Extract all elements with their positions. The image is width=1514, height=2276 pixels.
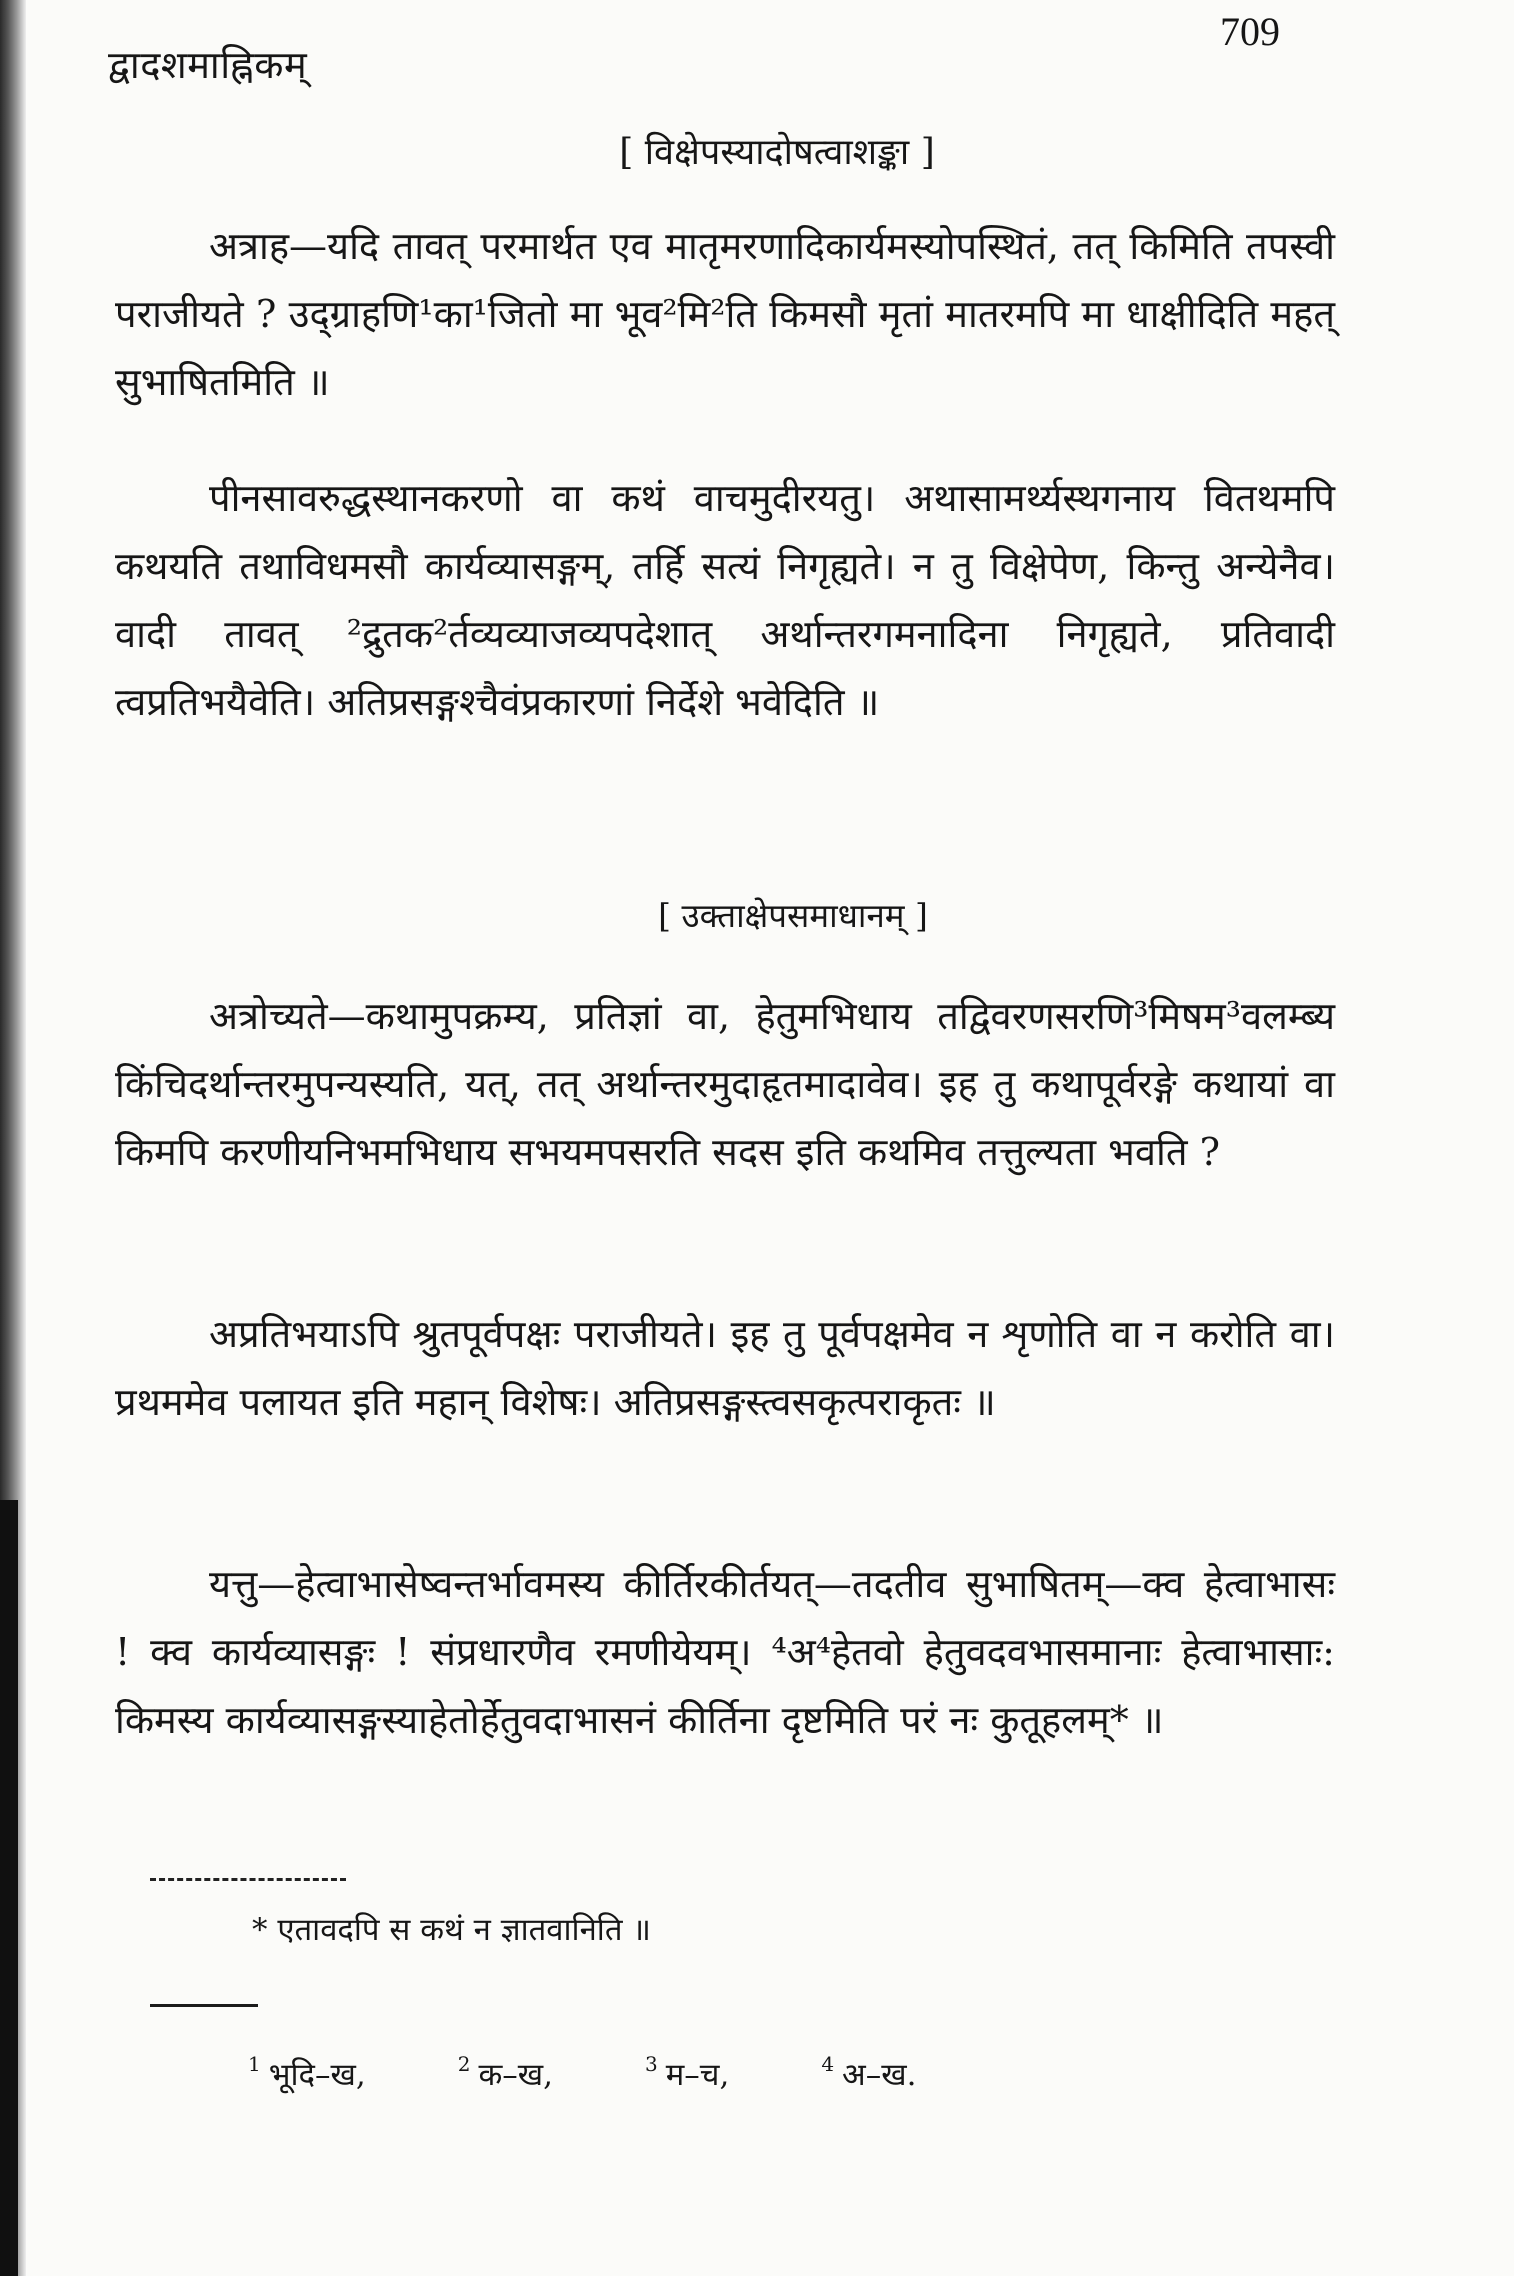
paragraph: अत्राह—यदि तावत् परमार्थत एव मातृमरणादिकार्यमस्योपस्थितं, तत् किमिति तपस्वी पराजीयते ? उद्ग्राहणि¹का¹जितो मा भूव²मि²ति किमसौ मृतां मातरमपि मा धाक्षीदिति महत् सुभाषितमिति ॥ (115, 224, 1335, 404)
footnote-text: अ–ख. (842, 2057, 917, 2093)
footnote-item (645, 2052, 729, 2095)
page-number: 709 (1220, 9, 1280, 54)
footnote-mark: 2 (457, 2052, 471, 2076)
footnote-item (458, 2052, 553, 2095)
footnote-divider (150, 2004, 258, 2007)
footnote-mark: 3 (645, 2052, 658, 2076)
footnote-text: म–च, (665, 2057, 730, 2093)
paragraph: अत्रोच्यते—कथामुपक्रम्य, प्रतिज्ञां वा, हेतुमभिधाय तद्विवरणसरणि³मिषम³वलम्ब्य किंचिदर्थान्तरमुपन्यस्यति, यत्, तत् अर्थान्तरमुदाहृतमादावेव। इह तु कथापूर्वरङ्गे कथायां वा किमपि करणीयनिभमभिधाय सभयमपसरति सदस इति कथमिव तत्तुल्यता भवति ? (115, 994, 1335, 1174)
binding-shadow-lower (0, 1500, 18, 2276)
section-heading-objection: [ विक्षेपस्यादोषत्वाशङ्का ] (619, 132, 935, 173)
footnote-item (248, 2052, 366, 2095)
note-divider (150, 1878, 346, 1881)
paragraph: यत्तु—हेत्वाभासेष्वन्तर्भावमस्य कीर्तिरकीर्तयत्—तदतीव सुभाषितम्—क्व हेत्वाभासः ! क्व कार्यव्यासङ्गः ! संप्रधारणैव रमणीयेयम्। ⁴अ⁴हेतवो हेतुवदवभासमानाः हेत्वाभासाः: किमस्य कार्यव्यासङ्गस्याहेतोर्हेतुवदाभासनं कीर्तिना दृष्टमिति परं नः कुतूहलम्* ॥ (115, 1562, 1335, 1742)
footnote-text: क–ख, (478, 2057, 553, 2093)
footnote-mark: 4 (821, 2052, 835, 2076)
paragraph: अप्रतिभयाऽपि श्रुतपूर्वपक्षः पराजीयते। इह तु पूर्वपक्षमेव न शृणोति वा न करोति वा। प्रथममेव पलायत इति महान् विशेषः। अतिप्रसङ्गस्त्वसकृत्पराकृतः ॥ (115, 1312, 1335, 1424)
running-head: द्वादशमाह्निकम् (108, 43, 308, 87)
editor-note: * एतावदपि स कथं न ज्ञातवानिति ॥ (252, 1912, 651, 1948)
footnote-text: भूदि–ख, (268, 2057, 366, 2093)
paragraph: पीनसावरुद्धस्थानकरणो वा कथं वाचमुदीरयतु। अथासामर्थ्यस्थगनाय वितथमपि कथयति तथाविधमसौ कार्यव्यासङ्गम्, तर्हि सत्यं निगृह्यते। न तु विक्षेपेण, किन्तु अन्येनैव। वादी तावत् ²द्रुतक²र्तव्यव्याजव्यपदेशात् अर्थान्तरगमनादिना निगृह्यते, प्रतिवादी त्वप्रतिभयैवेति। अतिप्रसङ्गश्चैवंप्रकारणां निर्देशे भवेदिति ॥ (115, 476, 1335, 724)
footnote-item (821, 2052, 916, 2095)
footnote-mark: 1 (248, 2052, 261, 2076)
footnotes (248, 2052, 1248, 2095)
section-heading-resolution: [ उक्ताक्षेपसमाधानम् ] (658, 896, 928, 935)
